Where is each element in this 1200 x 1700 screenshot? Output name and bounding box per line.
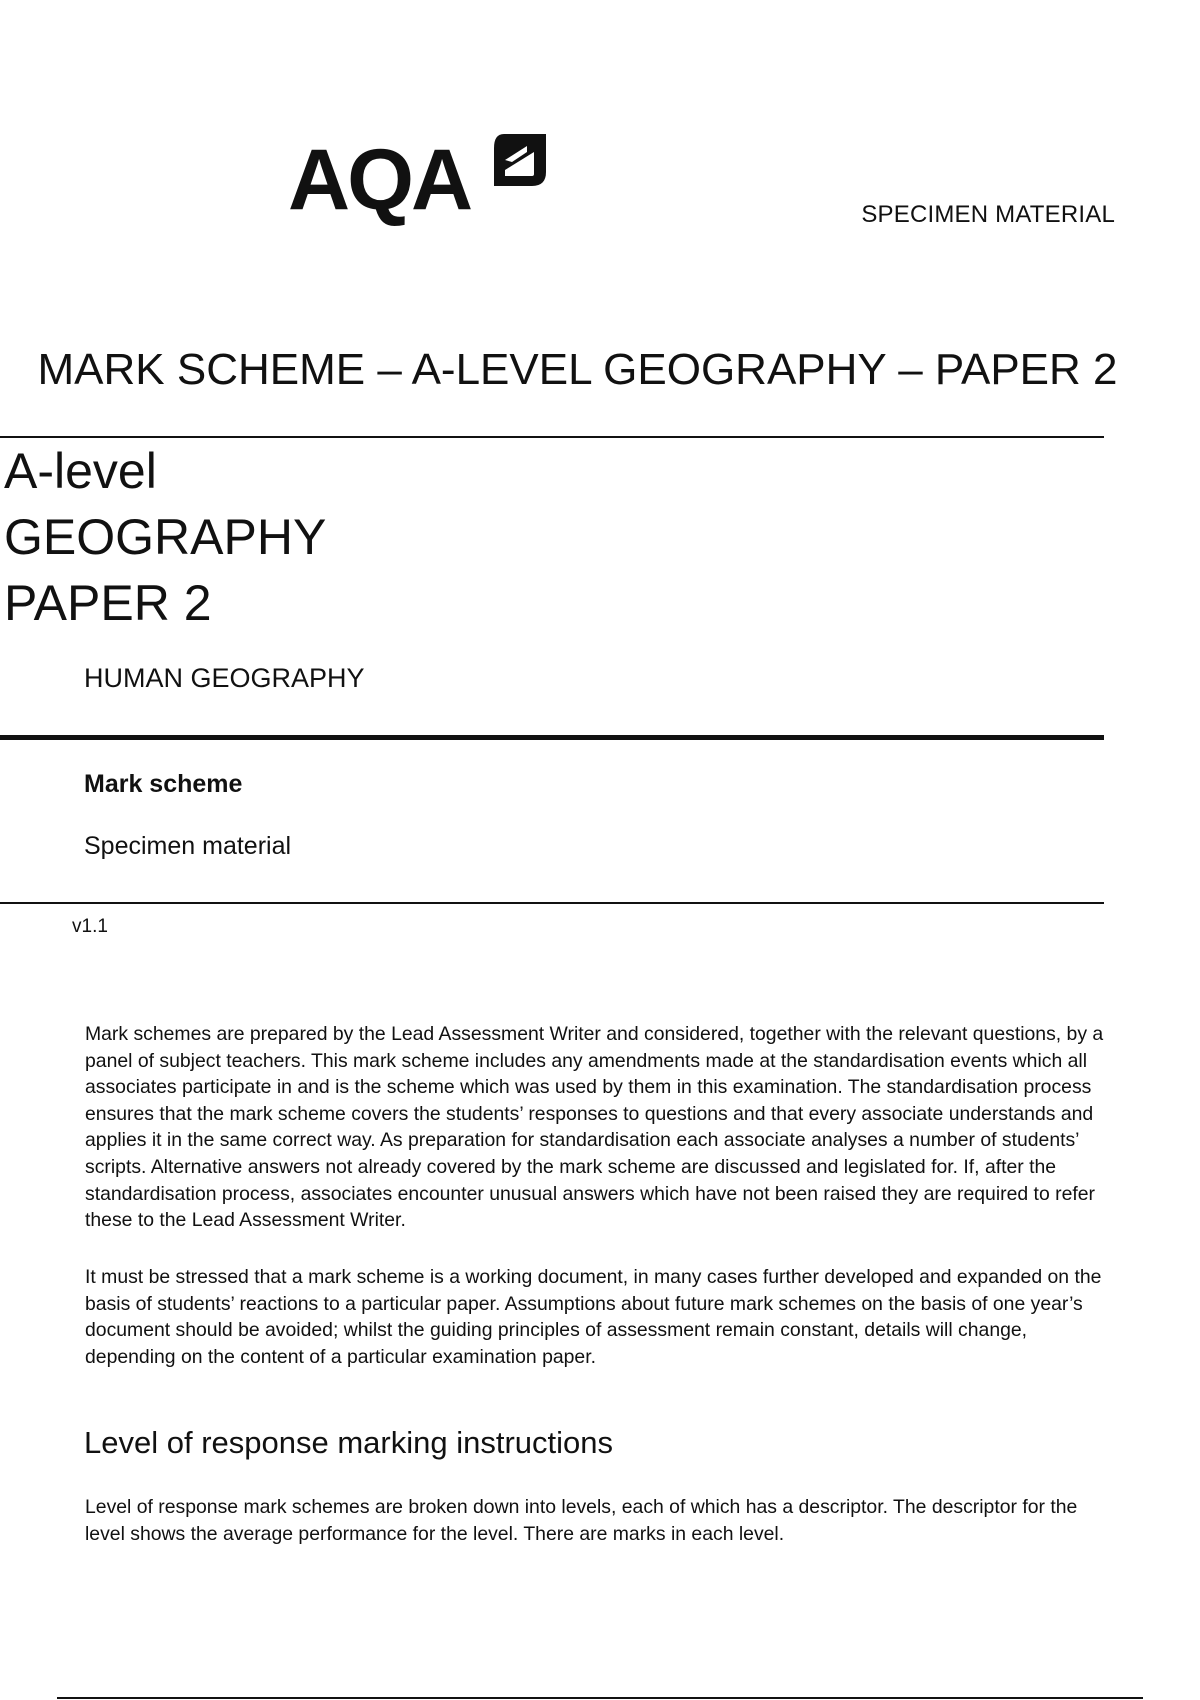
specimen-tag: SPECIMEN MATERIAL: [861, 201, 1115, 228]
paper-number: PAPER 2: [4, 575, 212, 631]
intro-paragraph: Mark schemes are prepared by the Lead Assessment Writer and considered, together with the relevant questions, by a panel of subject teachers. This mark scheme includes any amendments made at the standardisation events which all associates participate in and is the scheme which was used by them in this examination. The standardisation process ensures that the mark scheme covers the students’ responses to questions and that every associate understands and applies it in the same correct way. As preparation for standardisation each associate analyses a number of students’ scripts. Alternative answers not already covered by the mark scheme are discussed and legislated for. If, after the standardisation process, associates encounter unusual answers which have not been raised they are required to refer these to the Lead Assessment Writer.: [85, 1023, 1104, 1232]
document-status: Specimen material: [84, 832, 292, 860]
aqa-logo: [288, 130, 548, 230]
component-name: HUMAN GEOGRAPHY: [84, 663, 365, 693]
document-title: MARK SCHEME – A-LEVEL GEOGRAPHY – PAPER 2: [37, 345, 1118, 394]
version-label: v1.1: [72, 916, 108, 937]
subject-name: GEOGRAPHY: [4, 509, 327, 565]
divider-top: [0, 436, 1104, 438]
footer-divider: [57, 1697, 1143, 1699]
section-paragraph: Level of response mark schemes are broken down into levels, each of which has a descriptor. The descriptor for the level shows the average performance for the level. There are marks in each level.: [85, 1496, 1078, 1545]
qualification-level: A-level: [4, 443, 157, 499]
divider-thick: [0, 735, 1104, 740]
divider-lower: [0, 902, 1104, 904]
document-type: Mark scheme: [84, 770, 243, 798]
aqa-logo-mark-icon: [494, 134, 546, 190]
working-document-paragraph: It must be stressed that a mark scheme is a working document, in many cases further developed and expanded on the basis of students’ reactions to a particular paper. Assumptions about future mark schemes on the basis of one year’s document should be avoided; whilst the guiding principles of assessment remain constant, details will change, depending on the content of a particular examination paper.: [85, 1266, 1102, 1368]
aqa-logo-wordmark: AQA: [288, 132, 471, 228]
section-heading: Level of response marking instructions: [84, 1425, 613, 1460]
